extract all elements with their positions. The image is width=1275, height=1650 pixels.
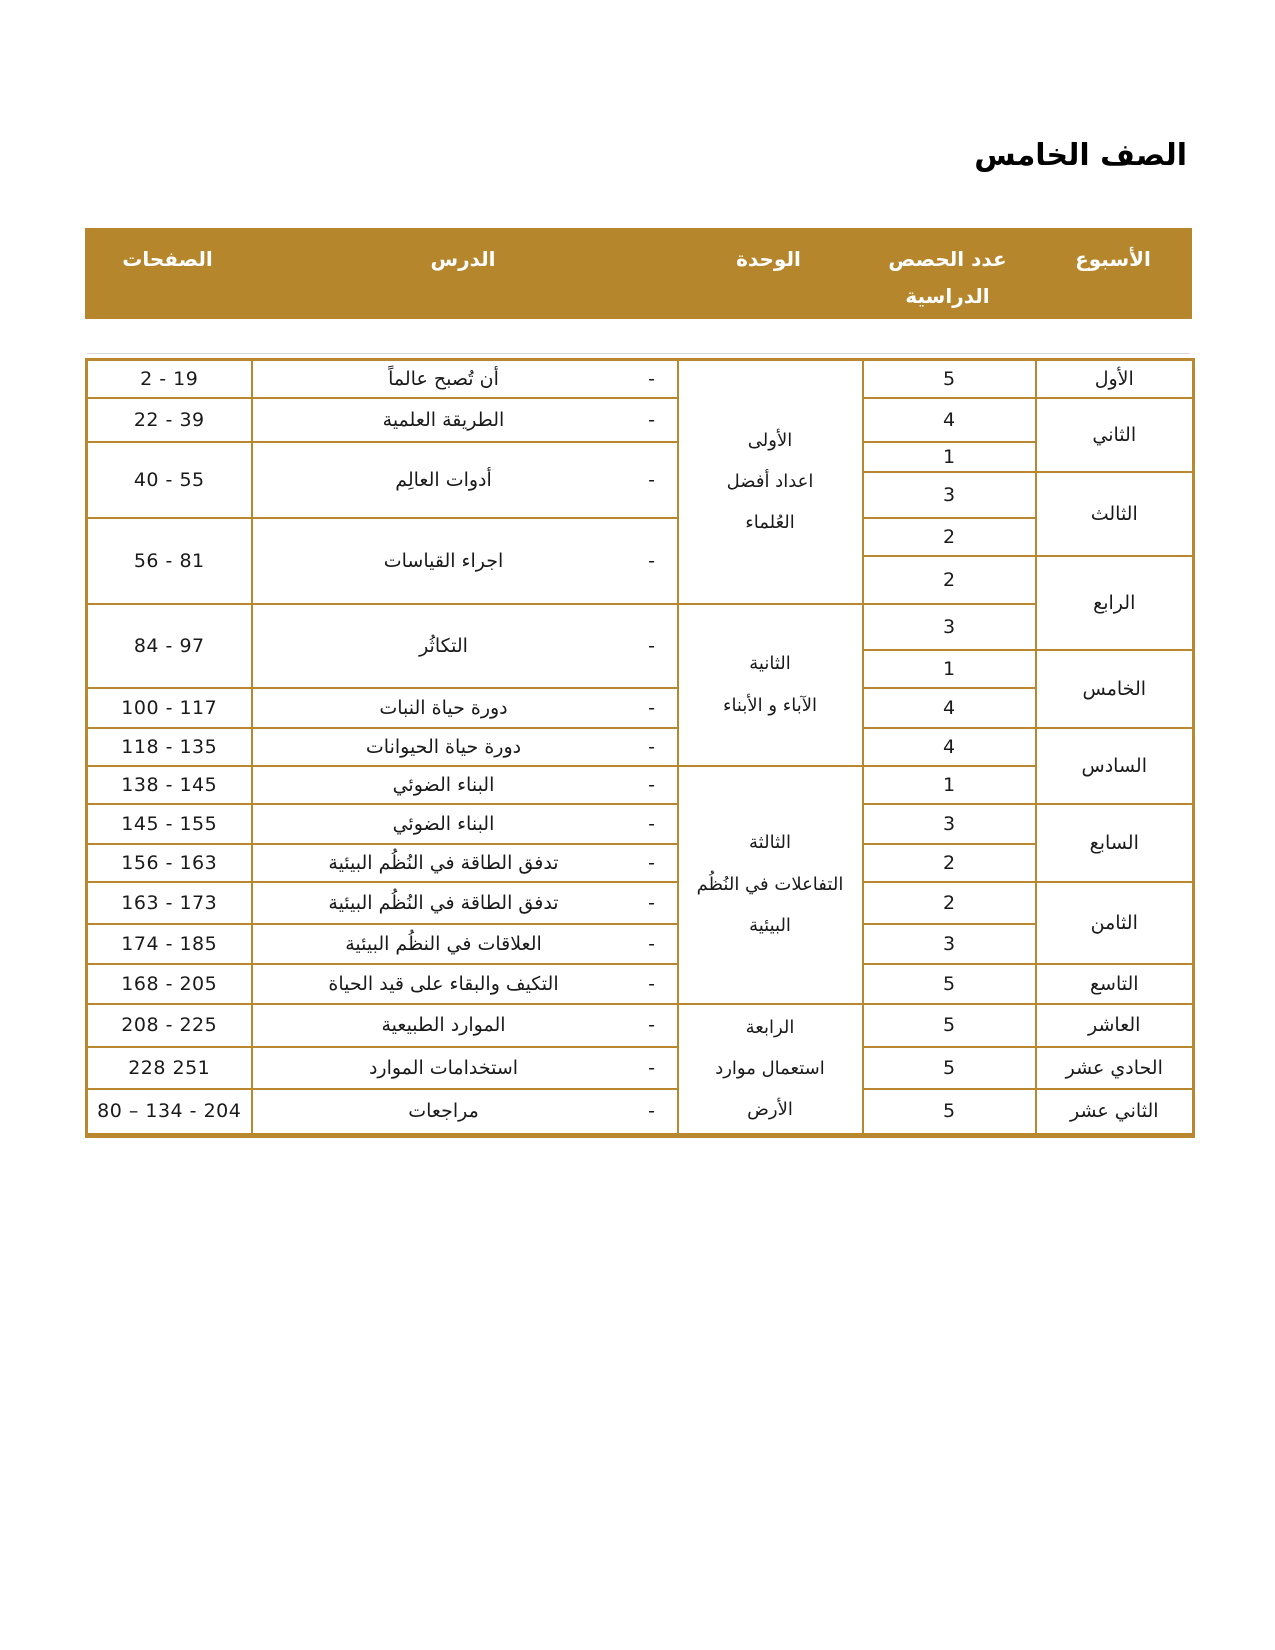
- lesson-cell: [252, 1089, 678, 1135]
- lesson-cell: [252, 844, 678, 882]
- lesson-cell: [252, 728, 678, 766]
- lesson-cell: [252, 398, 678, 442]
- periods-cell: 2: [863, 882, 1036, 924]
- unit-line: الأولى: [747, 429, 793, 451]
- week-cell: الثامن: [1036, 882, 1194, 964]
- table-row: [87, 1004, 1194, 1048]
- unit-line: استعمال موارد: [715, 1057, 825, 1079]
- lesson-bullet-dash: -: [648, 1100, 655, 1123]
- table-row: [87, 518, 1194, 556]
- periods-cell: 5: [863, 1047, 1036, 1089]
- page-title: الصف الخامس: [974, 138, 1187, 173]
- unit-line: الأرض: [747, 1099, 793, 1121]
- table-row: [87, 442, 1194, 472]
- schedule-table-body: [87, 360, 1194, 1136]
- lesson-bullet-dash: -: [648, 735, 655, 758]
- lesson-bullet-dash: -: [648, 851, 655, 874]
- table-row: [87, 398, 1194, 442]
- table-row: [87, 728, 1194, 766]
- unit-line: اعداد أفضل: [726, 471, 814, 493]
- unit-cell: [678, 360, 863, 604]
- week-cell: الثاني عشر: [1036, 1089, 1194, 1135]
- lesson-title: التكيف والبقاء على قيد الحياة: [328, 972, 559, 995]
- table-row: [87, 1089, 1194, 1135]
- week-cell: العاشر: [1036, 1004, 1194, 1048]
- lesson-title: أدوات العالِم: [395, 468, 492, 491]
- lesson-bullet-dash: -: [648, 408, 655, 431]
- lesson-bullet-dash: -: [648, 549, 655, 572]
- lesson-cell: [252, 604, 678, 688]
- column-header-unit: الوحدة: [736, 247, 801, 271]
- lesson-title: أن تُصبح عالماً: [388, 367, 499, 390]
- lesson-cell: [252, 360, 678, 398]
- week-cell: التاسع: [1036, 964, 1194, 1004]
- lesson-title: استخدامات الموارد: [368, 1057, 519, 1080]
- lesson-title: الطريقة العلمية: [382, 408, 505, 431]
- lesson-cell: [252, 518, 678, 604]
- lesson-bullet-dash: -: [648, 891, 655, 914]
- pages-cell: 22 - 39: [87, 398, 252, 442]
- lesson-bullet-dash: -: [648, 367, 655, 390]
- pages-cell: 138 - 145: [87, 766, 252, 804]
- lesson-cell: [252, 442, 678, 518]
- periods-cell: 3: [863, 472, 1036, 518]
- periods-cell: 4: [863, 398, 1036, 442]
- pages-cell: 174 - 185: [87, 924, 252, 964]
- pages-cell: 80 – 134 - 204: [87, 1089, 252, 1135]
- pages-cell: 40 - 55: [87, 442, 252, 518]
- lesson-title: تدفق الطاقة في النُظُم البيئية: [328, 851, 559, 874]
- periods-cell: 2: [863, 518, 1036, 556]
- table-row: [87, 882, 1194, 924]
- periods-cell: 2: [863, 556, 1036, 604]
- lesson-title: تدفق الطاقة في النُظُم البيئية: [328, 891, 559, 914]
- lesson-title: اجراء القياسات: [383, 549, 504, 572]
- lesson-cell: [252, 964, 678, 1004]
- periods-cell: 1: [863, 650, 1036, 688]
- lesson-title: العلاقات في النظُم البيئية: [345, 932, 542, 955]
- pages-cell: 84 - 97: [87, 604, 252, 688]
- periods-cell: 3: [863, 604, 1036, 650]
- unit-line: التفاعلات في النُظُم: [696, 873, 844, 895]
- column-header-week: الأسبوع: [1075, 247, 1151, 271]
- pages-cell: 208 - 225: [87, 1004, 252, 1048]
- unit-line: الرابعة: [745, 1016, 795, 1038]
- lesson-bullet-dash: -: [648, 812, 655, 835]
- unit-line: العُلماء: [745, 512, 795, 534]
- week-cell: السادس: [1036, 728, 1194, 804]
- schedule-table: [85, 358, 1195, 1138]
- pages-cell: 100 - 117: [87, 688, 252, 728]
- week-cell: الحادي عشر: [1036, 1047, 1194, 1089]
- table-row: [87, 844, 1194, 882]
- lesson-cell: [252, 924, 678, 964]
- unit-line: الثالثة: [749, 832, 791, 854]
- table-row: [87, 804, 1194, 844]
- lesson-title: البناء الضوئي: [392, 812, 495, 835]
- periods-cell: 4: [863, 728, 1036, 766]
- lesson-cell: [252, 688, 678, 728]
- pages-cell: 156 - 163: [87, 844, 252, 882]
- lesson-title: دورة حياة الحيوانات: [365, 735, 522, 758]
- lesson-cell: [252, 766, 678, 804]
- week-cell: الرابع: [1036, 556, 1194, 650]
- unit-line: الآباء و الأبناء: [722, 694, 818, 716]
- unit-line: البيئية: [749, 915, 791, 937]
- pages-cell: 56 - 81: [87, 518, 252, 604]
- week-cell: السابع: [1036, 804, 1194, 882]
- week-cell: الثالث: [1036, 472, 1194, 556]
- periods-cell: 5: [863, 360, 1036, 398]
- periods-cell: 5: [863, 1089, 1036, 1135]
- column-header-periods: عدد الحصص الدراسية: [888, 247, 1007, 308]
- week-cell: الخامس: [1036, 650, 1194, 728]
- lesson-cell: [252, 1047, 678, 1089]
- table-header-row: [85, 228, 1192, 319]
- table-row: [87, 924, 1194, 964]
- column-header-pages: الصفحات: [122, 247, 213, 271]
- lesson-title: مراجعات: [408, 1100, 479, 1123]
- periods-cell: 1: [863, 442, 1036, 472]
- divider-line: [87, 353, 1190, 354]
- periods-cell: 5: [863, 964, 1036, 1004]
- lesson-bullet-dash: -: [648, 773, 655, 796]
- periods-cell: 4: [863, 688, 1036, 728]
- periods-cell: 3: [863, 804, 1036, 844]
- pages-cell: 168 - 205: [87, 964, 252, 1004]
- lesson-title: الموارد الطبيعية: [381, 1014, 506, 1037]
- table-row: [87, 360, 1194, 398]
- unit-line: الثانية: [749, 653, 791, 675]
- lesson-cell: [252, 882, 678, 924]
- lesson-bullet-dash: -: [648, 972, 655, 995]
- lesson-cell: [252, 804, 678, 844]
- lesson-bullet-dash: -: [648, 1014, 655, 1037]
- lesson-cell: [252, 1004, 678, 1048]
- week-cell: الثاني: [1036, 398, 1194, 472]
- unit-cell: [678, 766, 863, 1004]
- periods-cell: 1: [863, 766, 1036, 804]
- table-row: [87, 1047, 1194, 1089]
- lesson-title: دورة حياة النبات: [379, 696, 508, 719]
- unit-cell: [678, 604, 863, 766]
- table-row: [87, 964, 1194, 1004]
- pages-cell: 163 - 173: [87, 882, 252, 924]
- pages-cell: 145 - 155: [87, 804, 252, 844]
- lesson-bullet-dash: -: [648, 932, 655, 955]
- pages-cell: 2 - 19: [87, 360, 252, 398]
- lesson-bullet-dash: -: [648, 634, 655, 657]
- column-header-lesson: الدرس: [430, 247, 496, 271]
- table-row: [87, 766, 1194, 804]
- table-row: [87, 688, 1194, 728]
- week-cell: الأول: [1036, 360, 1194, 398]
- lesson-title: التكاثُر: [419, 634, 468, 657]
- table-row: [87, 604, 1194, 650]
- lesson-bullet-dash: -: [648, 1057, 655, 1080]
- pages-cell: 118 - 135: [87, 728, 252, 766]
- lesson-bullet-dash: -: [648, 468, 655, 491]
- pages-cell: 228 251: [87, 1047, 252, 1089]
- lesson-title: البناء الضوئي: [392, 773, 495, 796]
- lesson-bullet-dash: -: [648, 696, 655, 719]
- unit-cell: [678, 1004, 863, 1136]
- periods-cell: 5: [863, 1004, 1036, 1048]
- periods-cell: 3: [863, 924, 1036, 964]
- periods-cell: 2: [863, 844, 1036, 882]
- schedule-section: [85, 228, 1192, 1138]
